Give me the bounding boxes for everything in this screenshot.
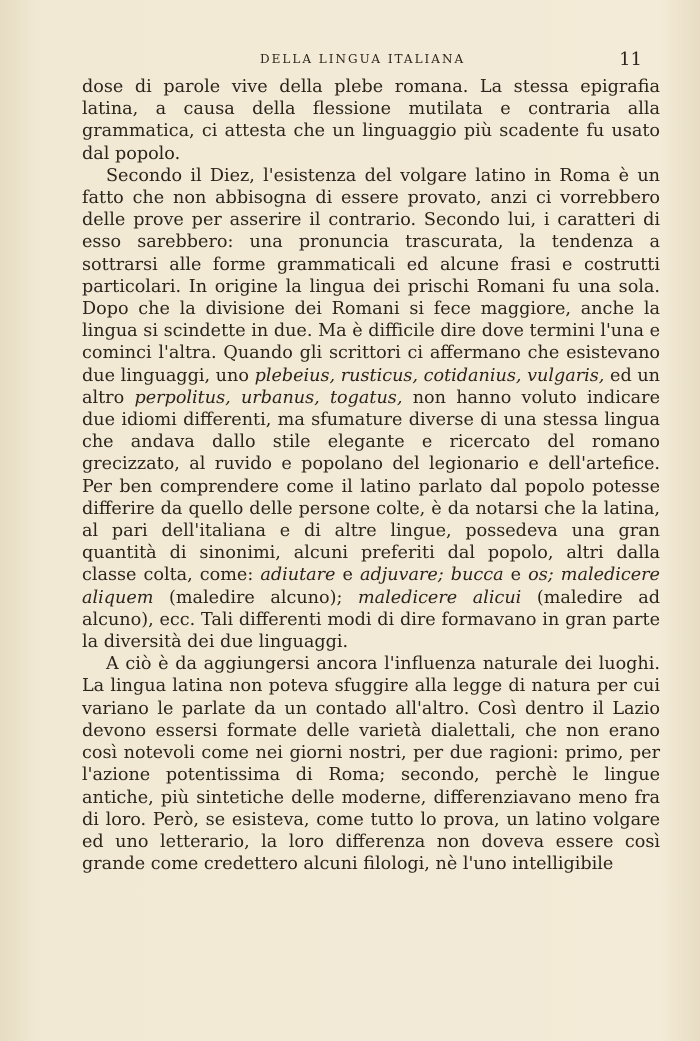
italic-run: perpolitus, urbanus, togatus,: [134, 387, 403, 408]
text-run: ed un altro: [82, 365, 661, 408]
body-text: [82, 76, 660, 875]
paragraph-2: [82, 165, 660, 653]
page-number: 11: [619, 49, 642, 70]
text-run: (maledire ad alcuno), ecc. Tali differenti modi di dire formavano in gran parte la diversità dei due linguaggi.: [82, 587, 660, 653]
text-run: e: [335, 565, 361, 586]
italic-run: os; maledicere aliquem: [82, 565, 660, 608]
paragraph-3: [82, 653, 660, 875]
paragraph-1: [82, 76, 660, 165]
italic-run: plebeius, rusticus, cotidanius, vulgaris,: [254, 365, 605, 386]
text-run: e: [503, 565, 529, 586]
text-run: dose di parole vive della plebe romana. La stessa epigrafia latina, a causa della flessione mutilata e contraria alla grammatica, ci attesta che un linguaggio più scadente fu usato dal popolo.: [82, 77, 660, 164]
italic-run: adiutare: [260, 565, 336, 586]
italic-run: maledicere alicui: [357, 587, 522, 608]
running-title: DELLA LINGUA ITALIANA: [260, 52, 466, 66]
text-run: non hanno voluto indicare due idiomi differenti, ma sfumature diverse di una stessa lingua che andava dallo stile elegante e ricercato del romano grecizzato, al ruvido e popolano del legionario e dell'artefice. Per ben comprendere come il latino parlato dal popolo potesse differire da quello delle persone colte, è da notarsi che la latina, al pari dell'italiana e di altre lingue, possedeva una gran quantità di sinonimi, alcuni preferiti dal popolo, altri dalla classe colta, come:: [82, 387, 660, 586]
italic-run: adjuvare; bucca: [360, 565, 504, 586]
text-run: A ciò è da aggiungersi ancora l'influenza naturale dei luoghi. La lingua latina non poteva sfuggire alla legge di natura per cui variano le parlate da un contado all'altro. Così dentro il Lazio devono essersi formate delle varietà dialettali, che non erano così notevoli come nei giorni nostri, per due ragioni: primo, per l'azione potentissima di Roma; secondo, perchè le lingue antiche, più sintetiche delle moderne, differenziavano meno fra di loro. Però, se esisteva, come tutto lo prova, un latino volgare ed uno letterario, la loro differenza non doveva essere così grande come credettero alcuni filologi, nè l'uno intelligibile: [82, 654, 660, 875]
text-run: (maledire alcuno);: [153, 587, 358, 608]
text-run: Secondo il Diez, l'esistenza del volgare latino in Roma è un fatto che non abbisogna di essere provato, anzi ci vorrebbero delle prove per asserire il contrario. Secondo lui, i caratteri di esso sarebbero: una pronuncia trascurata, la tendenza a sottrarsi alle forme grammaticali ed alcune frasi e costrutti particolari. In origine la lingua dei prischi Romani fu una sola. Dopo che la divisione dei Romani si fece maggiore, anche la lingua si scindette in due. Ma è difficile dire dove termini l'una e cominci l'altra. Quando gli scrittori ci affermano che esistevano due linguaggi, uno: [82, 165, 660, 386]
